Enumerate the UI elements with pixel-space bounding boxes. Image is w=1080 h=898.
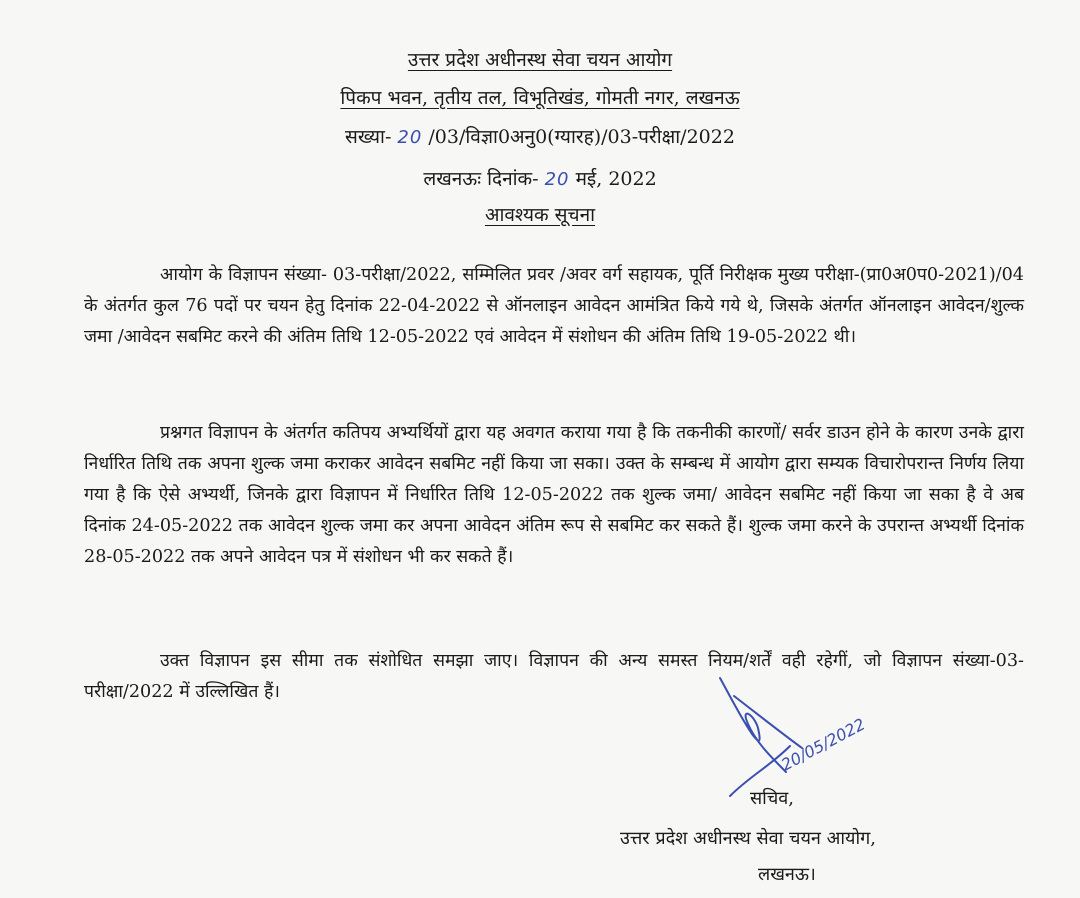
notice-title [0,201,1080,227]
paragraph-2: प्रश्नगत विज्ञापन के अंतर्गत कतिपय अभ्यर्थियों द्वारा यह अवगत कराया गया है कि तकनीकी कारणों/ सर्वर डाउन होने के कारण उनके द्वारा निर्धारित तिथि तक अपना शुल्क जमा कराकर आवेदन सबमिट नहीं किया जा सका। उक्त के सम्बन्ध में आयोग द्वारा सम्यक विचारोपरान्त निर्णय लिया गया है कि ऐसे अभ्यर्थी, जिनके द्वारा विज्ञापन में निर्धारित तिथि 12-05-2022 तक शुल्क जमा/ आवेदन सबमिट नहीं किया जा सका है वे अब दिनांक 24-05-2022 तक आवेदन शुल्क जमा कर अपना आवेदन अंतिम रूप से सबमिट कर सकते हैं। शुल्क जमा करने के उपरान्त अभ्यर्थी दिनांक 28-05-2022 तक अपने आवेदन पत्र में संशोधन भी कर सकते हैं। [84,423,1024,567]
ref-prefix: सख्या- [345,126,392,148]
reference-number [0,123,1080,149]
signatory-organization: उत्तर प्रदेश अधीनस्थ सेवा चयन आयोग, [620,828,876,849]
signature-date: 20/05/2022 [777,714,869,775]
org-name-text: उत्तर प्रदेश अधीनस्थ सेवा चयन आयोग [407,49,673,71]
office-address [0,84,1080,110]
ref-number-handwritten: 20 [397,127,423,148]
paragraph-1: आयोग के विज्ञापन संख्या- 03-परीक्षा/2022, सम्मिलित प्रवर /अवर वर्ग सहायक, पूर्ति निरीक्षक मुख्य परीक्षा-(प्रा0अ0प0-2021)/04 के अंतर्गत कुल 76 पदों पर चयन हेतु दिनांक 22-04-2022 से ऑनलाइन आवेदन आमंत्रित किये गये थे, जिसके अंतर्गत ऑनलाइन आवेदन/शुल्क जमा /आवेदन सबमिट करने की अंतिम तिथि 12-05-2022 एवं आवेदन में संशोधन की अंतिम तिथि 19-05-2022 थी। [84,265,1024,347]
signatory-city: लखनऊ। [758,864,816,885]
date-day-handwritten: 20 [544,169,570,190]
date-prefix: लखनऊः दिनांक- [423,168,539,190]
paragraph-3: उक्त विज्ञापन इस सीमा तक संशोधित समझा जाए। विज्ञापन की अन्य समस्त नियम/शर्तें वही रहेगीं, जो विज्ञापन संख्या-03-परीक्षा/2022 में उल्लिखित हैं। [84,651,1024,702]
org-name [0,46,1080,72]
signatory-designation: सचिव, [750,788,794,809]
date-suffix: मई, 2022 [575,168,657,190]
notice-date [0,165,1080,191]
notice-title-text: आवश्यक सूचना [484,204,596,226]
ref-suffix: /03/विज्ञा0अनु0(ग्यारह)/03-परीक्षा/2022 [428,126,735,148]
office-address-text: पिकप भवन, तृतीय तल, विभूतिखंड, गोमती नगर, लखनऊ [340,87,740,109]
handwritten-signature [690,676,950,806]
